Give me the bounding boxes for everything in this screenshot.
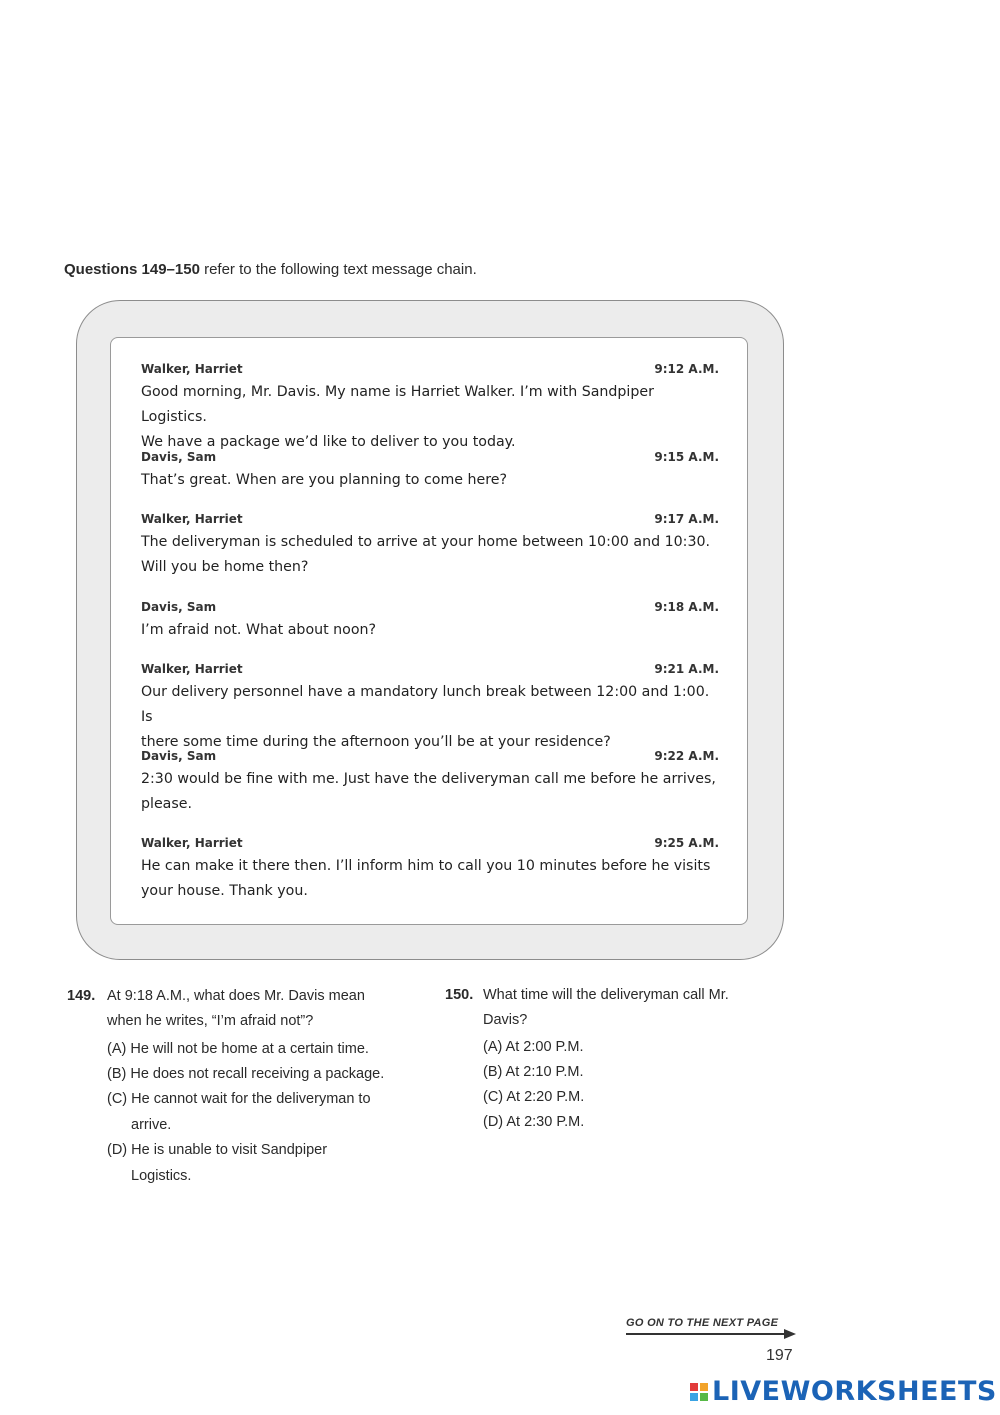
brand-name: LIVEWORKSHEETS: [712, 1376, 997, 1407]
page-number: 197: [766, 1347, 793, 1364]
message-2: [141, 450, 719, 493]
sender: Walker, Harriet: [141, 662, 243, 676]
message-line: your house. Thank you.: [141, 883, 308, 899]
question-149: [67, 984, 427, 1039]
question-text-line: At 9:18 A.M., what does Mr. Davis mean: [107, 988, 365, 1004]
timestamp: 9:18 A.M.: [654, 600, 719, 614]
option-149-a[interactable]: (A) He will not be home at a certain time.: [107, 1041, 369, 1057]
message-line: Our delivery personnel have a mandatory lunch break between 12:00 and 1:00. Is: [141, 684, 710, 725]
sender: Davis, Sam: [141, 749, 217, 763]
message-6: [141, 749, 719, 817]
message-4: [141, 600, 719, 643]
option-150-b[interactable]: (B) At 2:10 P.M.: [483, 1064, 584, 1080]
sender: Walker, Harriet: [141, 836, 243, 850]
question-number: 149.: [67, 988, 96, 1004]
message-line: The deliveryman is scheduled to arrive at your home between 10:00 and 10:30.: [141, 534, 711, 550]
question-text-line: when he writes, “I’m afraid not”?: [107, 1013, 314, 1029]
question-text-line: Davis?: [483, 1012, 528, 1028]
option-149-c[interactable]: (C) He cannot wait for the deliveryman to: [107, 1091, 371, 1107]
question-text-line: What time will the deliveryman call Mr.: [483, 987, 729, 1003]
option-150-c[interactable]: (C) At 2:20 P.M.: [483, 1089, 585, 1105]
question-150: [445, 983, 785, 1038]
option-149-b[interactable]: (B) He does not recall receiving a package.: [107, 1066, 385, 1082]
message-line: He can make it there then. I’ll inform him to call you 10 minutes before he visits: [141, 858, 711, 874]
liveworksheets-brand: [690, 1376, 997, 1407]
message-line: We have a package we’d like to deliver to you today.: [141, 434, 516, 450]
message-line: Will you be home then?: [141, 559, 309, 575]
option-149-d-cont: Logistics.: [131, 1168, 192, 1184]
option-149-c-cont: arrive.: [131, 1117, 172, 1133]
go-on-next-page: GO ON TO THE NEXT PAGE: [626, 1317, 779, 1329]
timestamp: 9:22 A.M.: [654, 749, 719, 763]
message-line: there some time during the afternoon you’ll be at your residence?: [141, 734, 611, 750]
arrow-line: [626, 1333, 786, 1335]
sender: Davis, Sam: [141, 450, 217, 464]
liveworksheets-logo-icon: [690, 1383, 708, 1401]
message-line: 2:30 would be fine with me. Just have the deliveryman call me before he arrives,: [141, 771, 716, 787]
timestamp: 9:25 A.M.: [654, 836, 719, 850]
questions-intro: [64, 261, 477, 278]
message-line: Good morning, Mr. Davis. My name is Harriet Walker. I’m with Sandpiper Logistics.: [141, 384, 654, 425]
message-line: please.: [141, 796, 193, 812]
timestamp: 9:21 A.M.: [654, 662, 719, 676]
option-150-d[interactable]: (D) At 2:30 P.M.: [483, 1114, 585, 1130]
intro-bold: Questions 149–150: [64, 261, 200, 278]
intro-rest: refer to the following text message chain.: [199, 261, 477, 278]
timestamp: 9:17 A.M.: [654, 512, 719, 526]
message-1: [141, 362, 719, 455]
timestamp: 9:12 A.M.: [654, 362, 719, 376]
question-number: 150.: [445, 987, 474, 1003]
message-3: [141, 512, 719, 580]
sender: Walker, Harriet: [141, 512, 243, 526]
message-7: [141, 836, 719, 904]
message-5: [141, 662, 719, 755]
arrow-right-icon: [784, 1329, 796, 1339]
sender: Davis, Sam: [141, 600, 217, 614]
message-line: That’s great. When are you planning to come here?: [141, 472, 508, 488]
sender: Walker, Harriet: [141, 362, 243, 376]
timestamp: 9:15 A.M.: [654, 450, 719, 464]
option-149-d[interactable]: (D) He is unable to visit Sandpiper: [107, 1142, 328, 1158]
message-line: I’m afraid not. What about noon?: [141, 622, 377, 638]
option-150-a[interactable]: (A) At 2:00 P.M.: [483, 1039, 584, 1055]
